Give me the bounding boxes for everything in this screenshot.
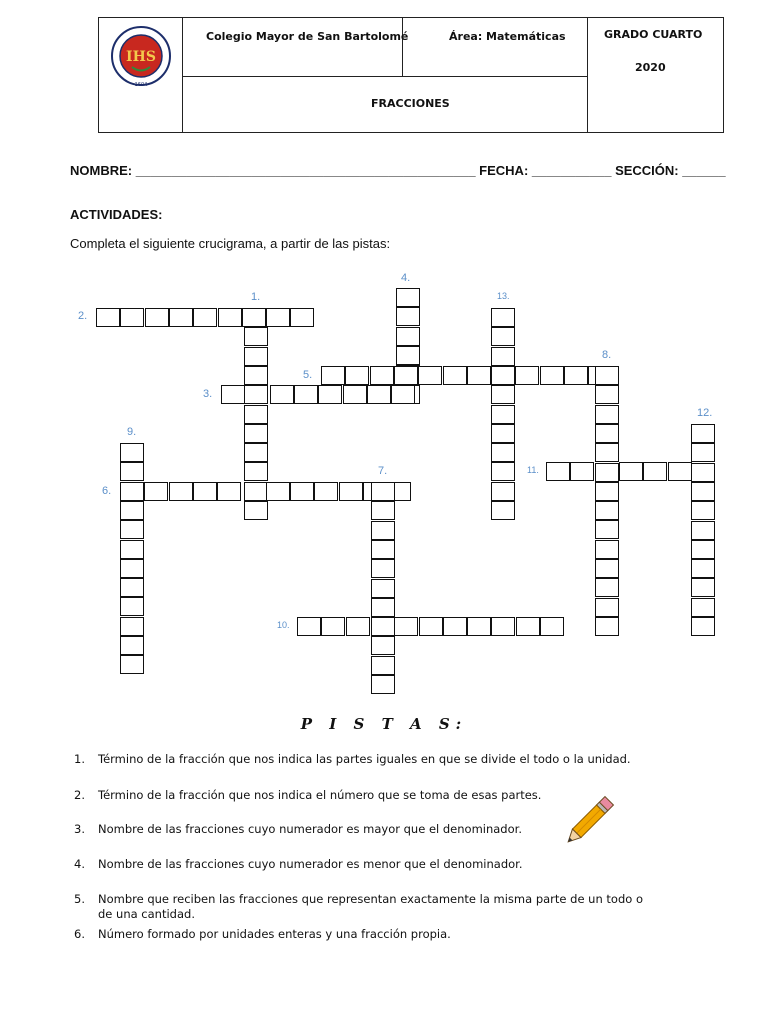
clue-number: 3. bbox=[74, 822, 85, 836]
crossword-cell[interactable] bbox=[491, 385, 515, 404]
crossword-cell[interactable] bbox=[371, 598, 395, 617]
crossword-number: 11. bbox=[527, 465, 539, 475]
crossword-cell[interactable] bbox=[515, 366, 539, 385]
crossword-cell[interactable] bbox=[169, 482, 193, 501]
crossword-cell[interactable] bbox=[144, 482, 168, 501]
crossword-cell[interactable] bbox=[691, 521, 715, 540]
crossword-cell[interactable] bbox=[244, 462, 268, 481]
clue-text: Término de la fracción que nos indica las partes iguales en que se divide el todo o la unidad. bbox=[98, 752, 631, 766]
crossword-cell[interactable] bbox=[540, 617, 564, 636]
crossword-cell[interactable] bbox=[120, 520, 144, 539]
crossword-cell[interactable] bbox=[193, 482, 217, 501]
crossword-number: 7. bbox=[378, 465, 388, 477]
crossword-cell[interactable] bbox=[418, 366, 442, 385]
crossword-cell[interactable] bbox=[371, 501, 395, 520]
crossword-cell[interactable] bbox=[244, 385, 268, 404]
crossword-cell[interactable] bbox=[595, 405, 619, 424]
crossword-cell[interactable] bbox=[396, 346, 420, 365]
crossword-cell[interactable] bbox=[297, 617, 321, 636]
topic-title: FRACCIONES bbox=[371, 97, 450, 110]
year-label: 2020 bbox=[635, 61, 666, 74]
crossword-cell[interactable] bbox=[120, 617, 144, 636]
crossword-cell[interactable] bbox=[145, 308, 169, 327]
crossword-cell[interactable] bbox=[343, 385, 367, 404]
crossword-number: 3. bbox=[203, 388, 213, 400]
crossword-cell[interactable] bbox=[371, 636, 395, 655]
crossword-cell[interactable] bbox=[443, 617, 467, 636]
crossword-cell[interactable] bbox=[266, 482, 290, 501]
crossword-cell[interactable] bbox=[346, 617, 370, 636]
crossword-cell[interactable] bbox=[467, 366, 491, 385]
clue-number: 4. bbox=[74, 857, 85, 871]
crossword-cell[interactable] bbox=[595, 617, 619, 636]
name-field[interactable]: _______________________________________________ bbox=[135, 163, 476, 178]
crossword-cell[interactable] bbox=[244, 347, 268, 366]
clue-number: 2. bbox=[74, 788, 85, 802]
crossword-cell[interactable] bbox=[120, 636, 144, 655]
crossword-cell[interactable] bbox=[691, 598, 715, 617]
crossword-cell[interactable] bbox=[691, 559, 715, 578]
crossword-cell[interactable] bbox=[193, 308, 217, 327]
crossword-cell[interactable] bbox=[371, 482, 395, 501]
crossword-cell[interactable] bbox=[120, 597, 144, 616]
crossword-cell[interactable] bbox=[491, 347, 515, 366]
crossword-cell[interactable] bbox=[120, 540, 144, 559]
crossword-cell[interactable] bbox=[244, 327, 268, 346]
crossword-cell[interactable] bbox=[691, 617, 715, 636]
clue-text: Nombre de las fracciones cuyo numerador es mayor que el denominador. bbox=[98, 822, 522, 836]
crossword-cell[interactable] bbox=[691, 501, 715, 520]
crossword-cell[interactable] bbox=[691, 482, 715, 501]
crossword-cell[interactable] bbox=[371, 521, 395, 540]
crossword-cell[interactable] bbox=[595, 482, 619, 501]
crossword-cell[interactable] bbox=[595, 366, 619, 385]
crossword-cell[interactable] bbox=[294, 385, 318, 404]
clue-text: Nombre de las fracciones cuyo numerador es menor que el denominador. bbox=[98, 857, 523, 871]
crossword-cell[interactable] bbox=[540, 366, 564, 385]
crossword-cell[interactable] bbox=[120, 308, 144, 327]
crossword-cell[interactable] bbox=[266, 308, 290, 327]
crossword-cell[interactable] bbox=[491, 462, 515, 481]
crossword-cell[interactable] bbox=[419, 617, 443, 636]
crossword-cell[interactable] bbox=[546, 462, 570, 481]
crossword-cell[interactable] bbox=[217, 482, 241, 501]
clue-text: Número formado por unidades enteras y una fracción propia. bbox=[98, 927, 451, 941]
crest-letters: IHS bbox=[126, 49, 156, 65]
crossword-cell[interactable] bbox=[491, 405, 515, 424]
crossword-cell[interactable] bbox=[318, 385, 342, 404]
crossword-cell[interactable] bbox=[491, 501, 515, 520]
date-label: FECHA: bbox=[479, 163, 529, 178]
area-label: Área: Matemáticas bbox=[449, 30, 566, 43]
crossword-cell[interactable] bbox=[595, 520, 619, 539]
crossword-cell[interactable] bbox=[371, 617, 395, 636]
crossword-cell[interactable] bbox=[244, 366, 268, 385]
crossword-number: 2. bbox=[78, 310, 88, 322]
crossword-cell[interactable] bbox=[244, 501, 268, 520]
crossword-cell[interactable] bbox=[221, 385, 245, 404]
crossword-number: 12. bbox=[697, 407, 713, 419]
activities-heading: ACTIVIDADES: bbox=[70, 207, 163, 222]
crossword-cell[interactable] bbox=[290, 482, 314, 501]
crossword-cell[interactable] bbox=[595, 559, 619, 578]
crossword-cell[interactable] bbox=[691, 540, 715, 559]
crossword-cell[interactable] bbox=[371, 656, 395, 675]
crossword-cell[interactable] bbox=[120, 462, 144, 481]
crossword-cell[interactable] bbox=[396, 307, 420, 326]
crossword-cell[interactable] bbox=[96, 308, 120, 327]
crossword-cell[interactable] bbox=[169, 308, 193, 327]
date-field[interactable]: ___________ bbox=[531, 163, 612, 178]
clue-number: 5. bbox=[74, 892, 85, 906]
crossword-cell[interactable] bbox=[120, 578, 144, 597]
crossword-cell[interactable] bbox=[491, 443, 515, 462]
crossword-cell[interactable] bbox=[595, 598, 619, 617]
crossword-cell[interactable] bbox=[345, 366, 369, 385]
crossword-number: 13. bbox=[497, 291, 510, 301]
section-label: SECCIÓN: bbox=[615, 163, 679, 178]
crossword-cell[interactable] bbox=[394, 617, 418, 636]
crossword-cell[interactable] bbox=[120, 443, 144, 462]
clue-text: Nombre que reciben las fracciones que representan exactamente la misma parte de un todo o de una cantidad. bbox=[98, 892, 643, 921]
crossword-cell[interactable] bbox=[120, 559, 144, 578]
crossword-cell[interactable] bbox=[371, 559, 395, 578]
crossword-cell[interactable] bbox=[244, 482, 268, 501]
crossword-cell[interactable] bbox=[619, 462, 643, 481]
crossword-cell[interactable] bbox=[120, 655, 144, 674]
crossword-cell[interactable] bbox=[244, 443, 268, 462]
crossword-cell[interactable] bbox=[467, 617, 491, 636]
crossword-cell[interactable] bbox=[491, 424, 515, 443]
crossword-number: 1. bbox=[251, 291, 261, 303]
crossword-cell[interactable] bbox=[321, 366, 345, 385]
crossword-cell[interactable] bbox=[691, 463, 715, 482]
crossword-cell[interactable] bbox=[643, 462, 667, 481]
crossword-number: 9. bbox=[127, 426, 137, 438]
clue-number: 6. bbox=[74, 927, 85, 941]
crossword-cell[interactable] bbox=[370, 366, 394, 385]
crossword-cell[interactable] bbox=[396, 327, 420, 346]
crossword-cell[interactable] bbox=[595, 578, 619, 597]
crossword-cell[interactable] bbox=[371, 579, 395, 598]
crossword-cell[interactable] bbox=[270, 385, 294, 404]
section-field[interactable]: ______ bbox=[682, 163, 726, 178]
crossword-cell[interactable] bbox=[564, 366, 588, 385]
crossword-cell[interactable] bbox=[491, 308, 515, 327]
crossword-number: 5. bbox=[303, 369, 313, 381]
clue-number: 1. bbox=[74, 752, 85, 766]
crossword-cell[interactable] bbox=[595, 443, 619, 462]
pistas-title: P I S T A S: bbox=[300, 715, 468, 733]
crossword-cell[interactable] bbox=[595, 501, 619, 520]
crossword-number: 6. bbox=[102, 485, 112, 497]
crossword-number: 10. bbox=[277, 620, 290, 630]
crossword-number: 8. bbox=[602, 349, 612, 361]
crossword-cell[interactable] bbox=[491, 327, 515, 346]
crossword-cell[interactable] bbox=[516, 617, 540, 636]
crossword-cell[interactable] bbox=[339, 482, 363, 501]
name-label: NOMBRE: bbox=[70, 163, 133, 178]
instruction-text: Completa el siguiente crucigrama, a partir de las pistas: bbox=[70, 236, 391, 251]
crossword-cell[interactable] bbox=[120, 482, 144, 501]
crossword-cell[interactable] bbox=[491, 366, 515, 385]
crossword-cell[interactable] bbox=[244, 424, 268, 443]
crossword-cell[interactable] bbox=[290, 308, 314, 327]
clue-text: Término de la fracción que nos indica el número que se toma de esas partes. bbox=[98, 788, 542, 802]
crossword-cell[interactable] bbox=[443, 366, 467, 385]
crossword-cell[interactable] bbox=[691, 578, 715, 597]
crossword-cell[interactable] bbox=[391, 385, 415, 404]
crossword-cell[interactable] bbox=[491, 482, 515, 501]
crossword-cell[interactable] bbox=[314, 482, 338, 501]
crossword-number: 4. bbox=[401, 272, 411, 284]
crossword-cell[interactable] bbox=[371, 675, 395, 694]
crossword-cell[interactable] bbox=[595, 463, 619, 482]
crest-year: 1604 bbox=[134, 82, 148, 88]
crossword-cell[interactable] bbox=[396, 288, 420, 307]
crossword-cell[interactable] bbox=[367, 385, 391, 404]
crossword-cell[interactable] bbox=[570, 462, 594, 481]
pencil-icon bbox=[556, 790, 620, 854]
grade-label: GRADO CUARTO bbox=[604, 28, 703, 41]
crossword-cell[interactable] bbox=[242, 308, 266, 327]
crossword-cell[interactable] bbox=[595, 385, 619, 404]
crossword-cell[interactable] bbox=[371, 540, 395, 559]
crossword-cell[interactable] bbox=[218, 308, 242, 327]
school-name: Colegio Mayor de San Bartolomé bbox=[206, 30, 409, 43]
crossword-cell[interactable] bbox=[691, 424, 715, 443]
crossword-cell[interactable] bbox=[244, 405, 268, 424]
crossword-cell[interactable] bbox=[491, 617, 515, 636]
crossword-cell[interactable] bbox=[394, 366, 418, 385]
crossword-cell[interactable] bbox=[120, 501, 144, 520]
crossword-cell[interactable] bbox=[595, 424, 619, 443]
crossword-cell[interactable] bbox=[321, 617, 345, 636]
crossword-cell[interactable] bbox=[691, 443, 715, 462]
crossword-cell[interactable] bbox=[668, 462, 692, 481]
crossword-cell[interactable] bbox=[595, 540, 619, 559]
